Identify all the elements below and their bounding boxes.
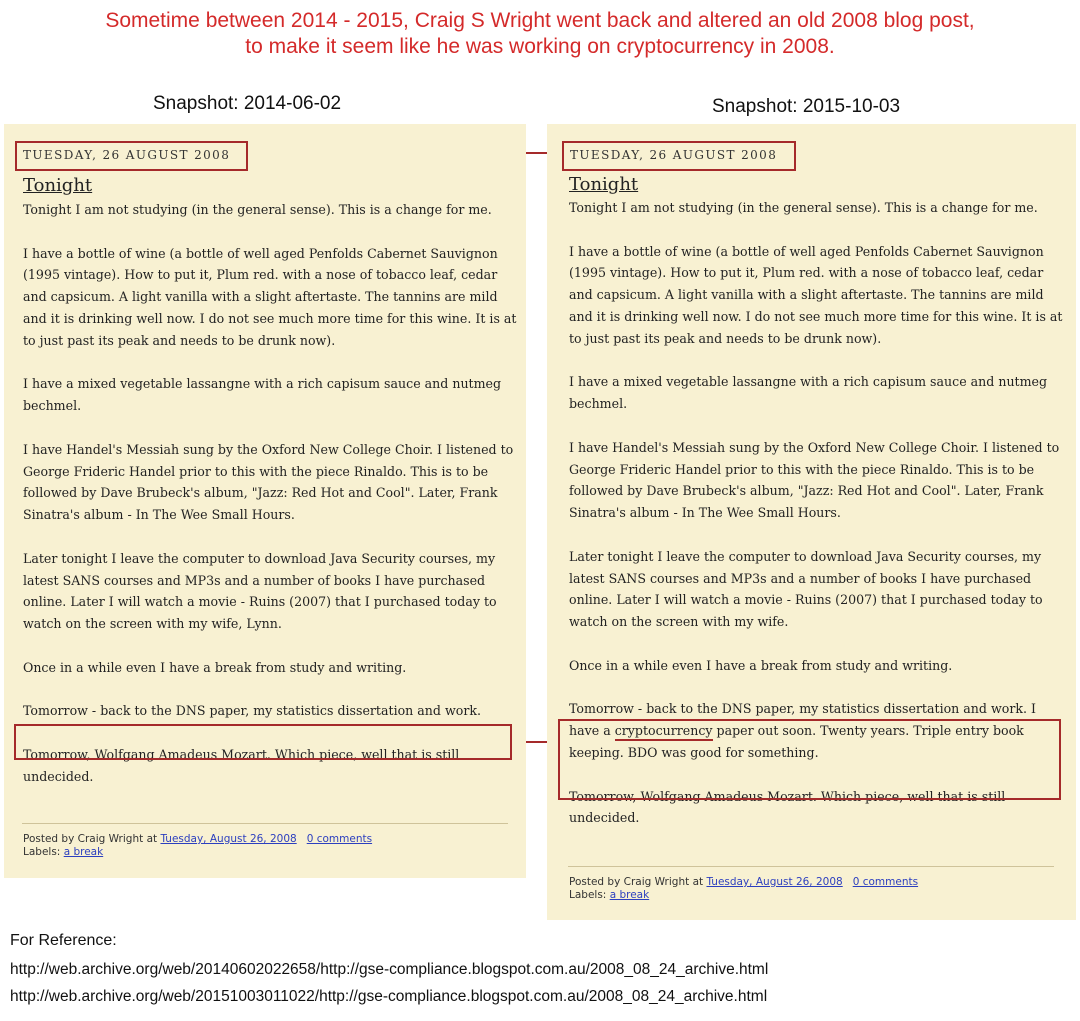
left-paragraph-5: Later tonight I leave the computer to download Java Security courses, my latest SANS courses and MP3s and a number of books I have purchased online. Later I will watch a movie - Ruins (2007) that I purchased today to watch on the screen with my wife, Lynn. (23, 550, 497, 632)
reference-url-1[interactable]: http://web.archive.org/web/20140602022658/http://gse-compliance.blogspot.com.au/2008_08_24_archive.html (10, 961, 769, 978)
left-snapshot-panel (4, 124, 526, 878)
left-post-body (23, 199, 519, 809)
right-post-title[interactable]: Tonight (569, 174, 639, 195)
right-highlight-box (558, 719, 1061, 800)
left-paragraph-1: Tonight I am not studying (in the general sense). This is a change for me. (23, 202, 492, 217)
right-paragraph-1: Tonight I am not studying (in the general sense). This is a change for me. (569, 200, 1038, 215)
right-comments-link[interactable]: 0 comments (852, 876, 919, 888)
cryptocurrency-highlight: cryptocurrency (615, 720, 713, 742)
right-label-link[interactable]: a break (609, 889, 650, 901)
right-paragraph-6: Once in a while even I have a break from study and writing. (569, 657, 953, 673)
reference-url-2[interactable]: http://web.archive.org/web/20151003011022/http://gse-compliance.blogspot.com.au/2008_08_24_archive.html (10, 988, 768, 1005)
headline-line-1: Sometime between 2014 - 2015, Craig S Wright went back and altered an old 2008 blog post, (105, 9, 975, 32)
right-date-link[interactable]: Tuesday, August 26, 2008 (706, 876, 843, 888)
left-paragraph-6: Once in a while even I have a break from study and writing. (23, 659, 407, 675)
right-snapshot-panel (547, 124, 1076, 920)
left-date-header: TUESDAY, 26 AUGUST 2008 (15, 141, 248, 171)
right-paragraph-4: I have Handel's Messiah sung by the Oxford New College Choir. I listened to George Frideric Handel prior to this with the piece Rinaldo. This is to be followed by Dave Brubeck's album, "Jazz: Red Hot and Cool". Later, Frank Sinatra's album - In The Wee Small Hours. (569, 439, 1060, 521)
left-date-link[interactable]: Tuesday, August 26, 2008 (160, 833, 297, 845)
headline-line-2: to make it seem like he was working on cryptocurrency in 2008. (245, 35, 835, 58)
left-label-link[interactable]: a break (63, 846, 104, 858)
right-footer-divider (568, 866, 1054, 867)
left-paragraph-4: I have Handel's Messiah sung by the Oxford New College Choir. I listened to George Frideric Handel prior to this with the piece Rinaldo. This is to be followed by Dave Brubeck's album, "Jazz: Red Hot and Cool". Later, Frank Sinatra's album - In The Wee Small Hours. (23, 441, 514, 523)
left-post-footer (23, 833, 372, 859)
left-footer-divider (22, 823, 508, 824)
left-paragraph-2: I have a bottle of wine (a bottle of well aged Penfolds Cabernet Sauvignon (1995 vintage). How to put it, Plum red. with a nose of tobacco leaf, cedar and capsicum. A light vanilla with a slight aftertaste. The tannins are mild and it is drinking well now. I do not see much more time for this wine. It is at to just past its peak and needs to be drunk now). (23, 245, 517, 348)
right-paragraph-5: Later tonight I leave the computer to download Java Security courses, my latest SANS courses and MP3s and a number of books I have purchased online. Later I will watch a movie - Ruins (2007) that I purchased today to watch on the screen with my wife. (569, 548, 1043, 630)
right-posted-by: Posted by Craig Wright at (569, 876, 704, 888)
left-posted-by: Posted by Craig Wright at (23, 833, 158, 845)
left-paragraph-original-tomorrow: Tomorrow - back to the DNS paper, my statistics dissertation and work. (23, 703, 481, 719)
snapshot-label-right: Snapshot: 2015-10-03 (712, 96, 901, 117)
right-date-header: TUESDAY, 26 AUGUST 2008 (562, 141, 796, 171)
left-paragraph-3: I have a mixed vegetable lassangne with a rich capisum sauce and nutmeg bechmel. (23, 376, 502, 414)
right-paragraph-last: Tomorrow, Wolfgang Amadeus Mozart. Which piece, well that is still undecided. (569, 788, 1006, 826)
snapshot-label-left: Snapshot: 2014-06-02 (153, 93, 342, 114)
left-post-title[interactable]: Tonight (23, 175, 93, 196)
right-paragraph-3: I have a mixed vegetable lassangne with a rich capisum sauce and nutmeg bechmel. (569, 374, 1048, 412)
left-comments-link[interactable]: 0 comments (306, 833, 373, 845)
left-labels-label: Labels: (23, 846, 61, 858)
right-labels-label: Labels: (569, 889, 607, 901)
reference-heading: For Reference: (10, 932, 117, 949)
altered-text-after: paper out soon. Twenty years. Triple entry book keeping. BDO was good for something. (569, 723, 1024, 760)
left-paragraph-8: Tomorrow, Wolfgang Amadeus Mozart. Which piece, well that is still undecided. (23, 746, 460, 784)
left-highlight-box (14, 724, 512, 760)
right-paragraph-2: I have a bottle of wine (a bottle of well aged Penfolds Cabernet Sauvignon (1995 vintage). How to put it, Plum red. with a nose of tobacco leaf, cedar and capsicum. A light vanilla with a slight aftertaste. The tannins are mild and it is drinking well now. I do not see much more time for this wine. It is at to just past its peak and needs to be drunk now). (569, 243, 1063, 346)
altered-text-before: Tomorrow - back to the DNS paper, my statistics dissertation and work. I have a (569, 701, 1036, 739)
right-post-footer (569, 876, 918, 902)
headline (0, 8, 1080, 60)
